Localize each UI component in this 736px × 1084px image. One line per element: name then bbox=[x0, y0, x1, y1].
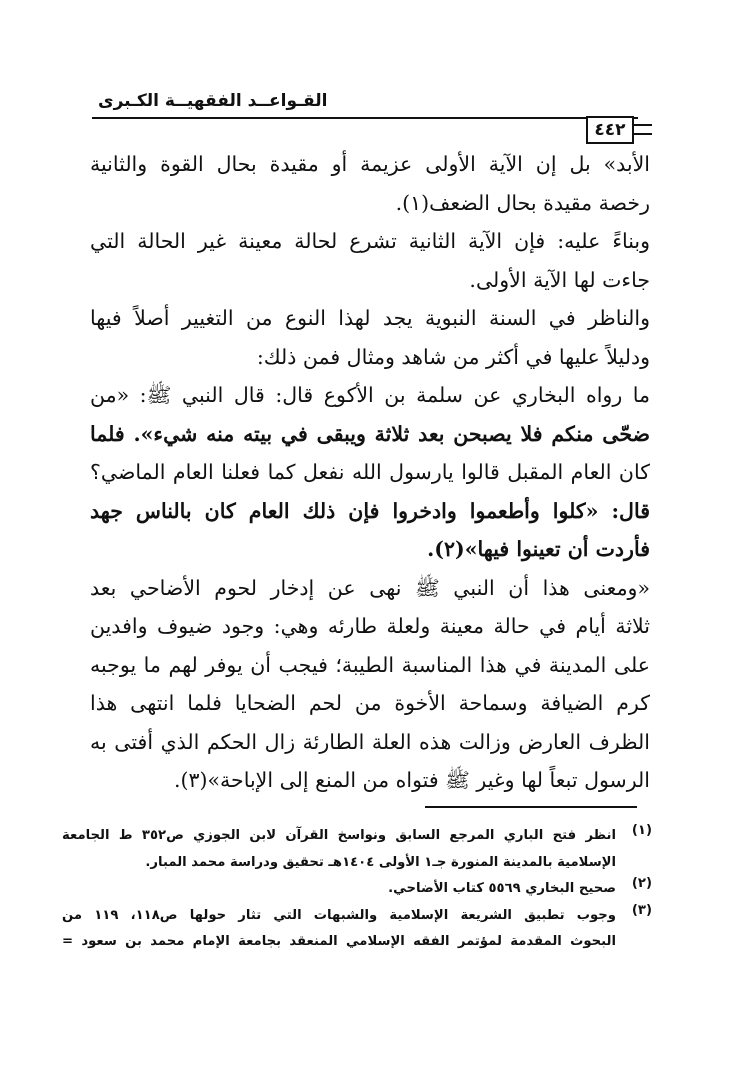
text-line: ودليلاً عليها في أكثر من شاهد ومثال فمن ذلك: bbox=[256, 344, 650, 369]
footnote-separator bbox=[425, 806, 637, 808]
footnote-number: (١) bbox=[631, 823, 652, 838]
text-line: الظرف العارض وزالت هذه العلة الطارئة زال الحكم الذي أفتى به bbox=[90, 729, 650, 754]
text-line: جاءت لها الآية الأولى. bbox=[469, 267, 650, 292]
text-line: ما رواه البخاري عن سلمة بن الأكوع قال: قال النبي ﷺ: «من bbox=[90, 383, 650, 407]
text-line: والناظر في السنة النبوية يجد لهذا النوع من التغيير أصلاً فيها bbox=[90, 306, 650, 330]
footnote-line: انظر فتح الباري المرجع السابق ونواسخ القرآن لابن الجوزي ص٣٥٢ ط الجامعة bbox=[62, 828, 616, 843]
footnote-3 bbox=[62, 903, 652, 956]
text-line: وبناءً عليه: فإن الآية الثانية تشرع لحالة معينة غير الحالة التي bbox=[90, 229, 650, 253]
text-line-quote: قال: «كلوا وأطعموا وادخروا فإن ذلك العام كان بالناس جهد bbox=[90, 498, 650, 523]
footnote-line: البحوث المقدمة لمؤتمر الفقه الإسلامي المنعقد بجامعة الإمام محمد بن سعود = bbox=[62, 934, 616, 949]
text-line-quote: ضحّى منكم فلا يصبحن بعد ثلاثة ويبقى في بيته منه شيء». فلما bbox=[90, 421, 650, 446]
text-line: على المدينة في هذا المناسبة الطيبة؛ فيجب أن يوفر لهم ما يوجبه bbox=[90, 652, 650, 677]
text-line: كان العام المقبل قالوا يارسول الله نفعل كما فعلنا العام الماضي؟ bbox=[90, 460, 650, 484]
text-line: رخصة مقيدة بحال الضعف(١). bbox=[395, 190, 650, 215]
main-text bbox=[90, 145, 650, 800]
footnote-number: (٣) bbox=[631, 902, 652, 918]
footnote-2 bbox=[62, 876, 652, 903]
footnote-number: (٢) bbox=[631, 876, 652, 891]
footnote-line: الإسلامية بالمدينة المنورة جـ١ الأولى ١٤٠٤هـ تحقيق ودراسة محمد المبار. bbox=[145, 854, 616, 870]
page-number: ٤٤٢ bbox=[586, 116, 634, 144]
text-line: الأبد» بل إن الآية الأولى عزيمة أو مقيدة بحال القوة والثانية bbox=[90, 152, 650, 176]
footnote-line: وجوب تطبيق الشريعة الإسلامية والشبهات التي تثار حولها ص١١٨، ١١٩ من bbox=[62, 907, 616, 923]
text-line: «ومعنى هذا أن النبي ﷺ نهى عن إدخار لحوم الأضاحي بعد bbox=[90, 575, 650, 600]
text-line: الرسول تبعاً لها وغير ﷺ فتواه من المنع إلى الإباحة»(٣). bbox=[173, 768, 650, 792]
text-line: كرم الضيافة وسماحة الأخوة من لحم الضحايا فلما انتهى هذا bbox=[90, 691, 650, 715]
header-rule bbox=[92, 117, 638, 119]
footnote-1 bbox=[62, 823, 652, 876]
text-line: ثلاثة أيام في حالة معينة ولعلة طارئه وهي: وجود ضيوف وافدين bbox=[90, 614, 650, 638]
running-title-text: القـواعــد الفقهيــة الكـبرى bbox=[98, 91, 328, 111]
footnotes bbox=[62, 823, 652, 956]
footnote-line: صحيح البخاري ٥٥٦٩ كتاب الأضاحي. bbox=[388, 881, 616, 896]
running-title bbox=[98, 90, 638, 112]
page-number-ornament bbox=[634, 124, 652, 135]
text-line-quote: فأردت أن تعينوا فيها»(٢). bbox=[427, 537, 650, 561]
